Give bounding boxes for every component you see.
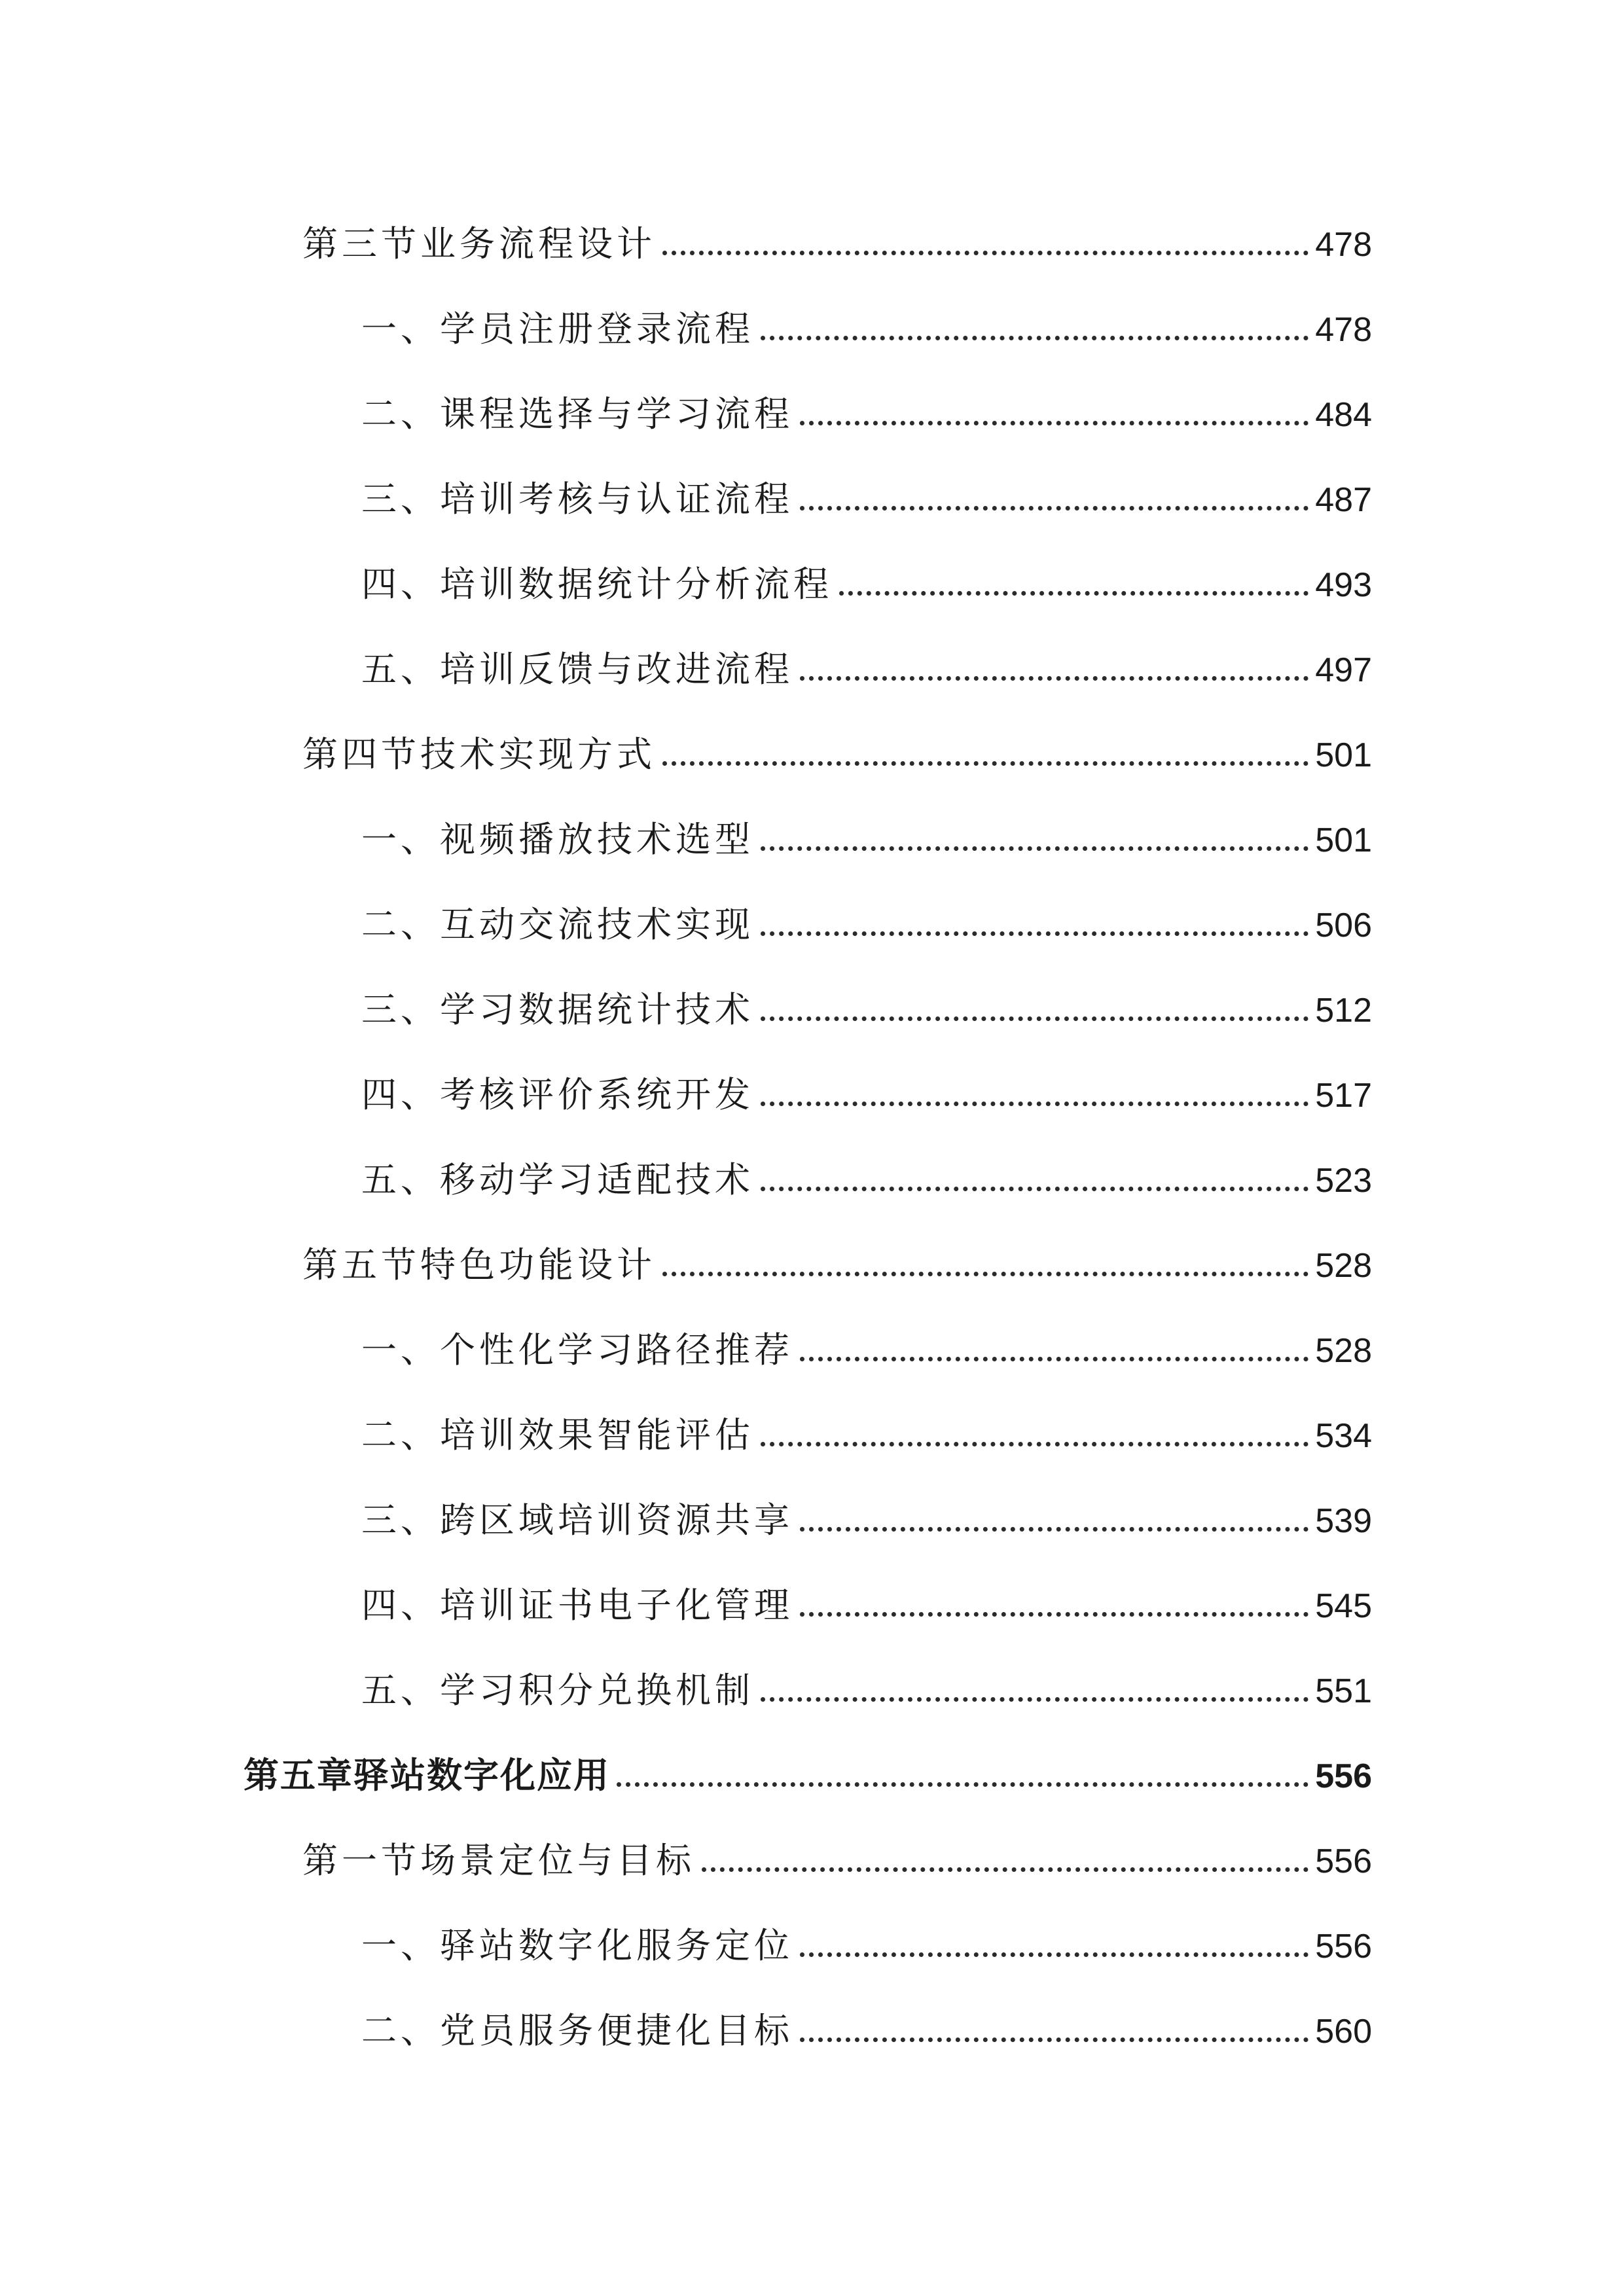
toc-entry-page-number: 528 bbox=[1315, 1332, 1372, 1370]
toc-entry-title: 五、培训反馈与改进流程 bbox=[361, 649, 793, 690]
toc-entry-page-number: 506 bbox=[1315, 906, 1372, 944]
toc-entry-title: 第三节业务流程设计 bbox=[302, 223, 656, 264]
toc-entry-item[interactable] bbox=[361, 530, 1372, 605]
toc-entry-section[interactable] bbox=[302, 1806, 1372, 1881]
dot-leader bbox=[761, 1187, 1308, 1191]
toc-entry-title: 第五章驿站数字化应用 bbox=[244, 1755, 610, 1796]
toc-entry-item[interactable] bbox=[361, 1892, 1372, 1964]
toc-entry-item[interactable] bbox=[361, 1041, 1372, 1113]
toc-entry-item[interactable] bbox=[361, 870, 1372, 945]
toc-entry-title: 一、驿站数字化服务定位 bbox=[361, 1925, 793, 1966]
toc-entry-item[interactable] bbox=[361, 1551, 1372, 1626]
dot-leader bbox=[800, 1952, 1308, 1957]
toc-entry-item[interactable] bbox=[361, 1636, 1372, 1711]
toc-entry-section[interactable] bbox=[302, 700, 1372, 775]
toc-entry-page-number: 487 bbox=[1315, 481, 1372, 519]
toc-entry-page-number: 501 bbox=[1315, 736, 1372, 774]
toc-entry-item[interactable] bbox=[361, 360, 1372, 435]
dot-leader bbox=[662, 251, 1308, 255]
toc-entry-page-number: 517 bbox=[1315, 1077, 1372, 1115]
toc-entry-item[interactable] bbox=[361, 615, 1372, 690]
toc-entry-page-number: 545 bbox=[1315, 1587, 1372, 1625]
toc-entry-title: 四、培训证书电子化管理 bbox=[361, 1585, 793, 1626]
toc-entry-title: 三、跨区域培训资源共享 bbox=[361, 1499, 793, 1541]
toc-entry-page-number: 556 bbox=[1315, 1757, 1372, 1795]
toc-entry-item[interactable] bbox=[361, 1466, 1372, 1541]
dot-leader bbox=[702, 1867, 1308, 1872]
toc-entry-title: 第四节技术实现方式 bbox=[302, 734, 656, 775]
toc-entry-title: 第一节场景定位与目标 bbox=[302, 1840, 695, 1881]
dot-leader bbox=[800, 421, 1308, 425]
toc-entry-item[interactable] bbox=[361, 445, 1372, 520]
toc-entry-page-number: 539 bbox=[1315, 1502, 1372, 1540]
toc-entry-page-number: 484 bbox=[1315, 396, 1372, 434]
dot-leader bbox=[800, 1612, 1308, 1617]
toc-entry-page-number: 528 bbox=[1315, 1247, 1372, 1285]
toc-entry-page-number: 512 bbox=[1315, 992, 1372, 1030]
dot-leader bbox=[800, 2037, 1308, 2042]
dot-leader bbox=[662, 1272, 1308, 1276]
toc-entry-title: 三、培训考核与认证流程 bbox=[361, 478, 793, 520]
dot-leader bbox=[761, 336, 1308, 340]
toc-entry-page-number: 534 bbox=[1315, 1417, 1372, 1455]
toc-entry-section[interactable] bbox=[302, 190, 1372, 262]
dot-leader bbox=[800, 1527, 1308, 1532]
toc-entry-item[interactable] bbox=[361, 1381, 1372, 1456]
toc-entry-title: 二、课程选择与学习流程 bbox=[361, 393, 793, 435]
toc-entry-item[interactable] bbox=[361, 275, 1372, 350]
dot-leader bbox=[800, 676, 1308, 681]
dot-leader bbox=[800, 1357, 1308, 1361]
toc-entry-item[interactable] bbox=[361, 1126, 1372, 1198]
dot-leader bbox=[761, 1102, 1308, 1106]
toc-entry-page-number: 497 bbox=[1315, 651, 1372, 689]
toc-entry-page-number: 551 bbox=[1315, 1672, 1372, 1710]
toc-entry-title: 二、党员服务便捷化目标 bbox=[361, 2010, 793, 2051]
dot-leader bbox=[761, 846, 1308, 851]
toc-entry-title: 一、学员注册登录流程 bbox=[361, 308, 754, 350]
dot-leader bbox=[662, 761, 1308, 766]
toc-entry-title: 二、培训效果智能评估 bbox=[361, 1414, 754, 1456]
toc-entry-page-number: 560 bbox=[1315, 2013, 1372, 2051]
toc-entry-title: 四、培训数据统计分析流程 bbox=[361, 564, 833, 605]
dot-leader bbox=[800, 506, 1308, 511]
toc-entry-title: 二、互动交流技术实现 bbox=[361, 904, 754, 945]
toc-entry-title: 四、考核评价系统开发 bbox=[361, 1074, 754, 1115]
toc-entry-page-number: 523 bbox=[1315, 1162, 1372, 1200]
dot-leader bbox=[839, 591, 1308, 596]
dot-leader bbox=[617, 1782, 1308, 1787]
toc-entry-title: 一、个性化学习路径推荐 bbox=[361, 1329, 793, 1371]
toc-entry-title: 五、学习积分兑换机制 bbox=[361, 1670, 754, 1711]
toc-entry-item[interactable] bbox=[361, 956, 1372, 1028]
toc-entry-title: 三、学习数据统计技术 bbox=[361, 989, 754, 1030]
toc-entry-page-number: 478 bbox=[1315, 226, 1372, 264]
toc-entry-title: 五、移动学习适配技术 bbox=[361, 1159, 754, 1200]
toc-entry-item[interactable] bbox=[361, 1296, 1372, 1371]
toc-entry-page-number: 478 bbox=[1315, 311, 1372, 349]
toc-entry-page-number: 501 bbox=[1315, 821, 1372, 859]
toc-entry-page-number: 493 bbox=[1315, 566, 1372, 604]
toc-entry-item[interactable] bbox=[361, 785, 1372, 860]
dot-leader bbox=[761, 931, 1308, 936]
dot-leader bbox=[761, 1697, 1308, 1702]
toc-entry-page-number: 556 bbox=[1315, 1928, 1372, 1965]
dot-leader bbox=[761, 1442, 1308, 1446]
dot-leader bbox=[761, 1016, 1308, 1021]
toc-entry-title: 一、视频播放技术选型 bbox=[361, 819, 754, 860]
toc-entry-title: 第五节特色功能设计 bbox=[302, 1244, 656, 1285]
toc-entry-page-number: 556 bbox=[1315, 1842, 1372, 1880]
toc-entry-chapter[interactable] bbox=[244, 1721, 1372, 1796]
toc-entry-section[interactable] bbox=[302, 1211, 1372, 1283]
toc-entry-item[interactable] bbox=[361, 1977, 1372, 2049]
